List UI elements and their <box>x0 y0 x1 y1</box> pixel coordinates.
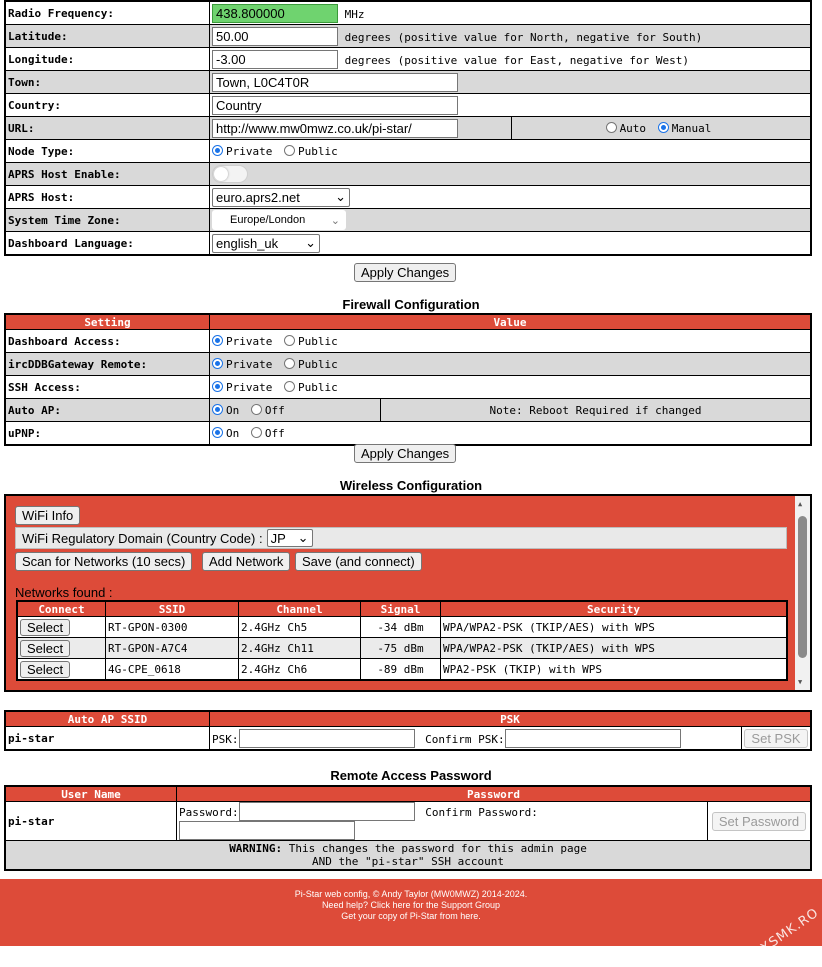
password-input[interactable] <box>239 802 415 821</box>
psk-label: PSK: <box>212 732 239 746</box>
general-config-table <box>4 0 812 256</box>
longitude-label: Longitude: <box>5 48 210 71</box>
channel-cell: 2.4GHz Ch5 <box>239 617 361 638</box>
language-select[interactable] <box>212 234 320 253</box>
wireless-title: Wireless Configuration <box>339 478 483 493</box>
ssh-access-label: SSH Access: <box>5 376 210 399</box>
footer-copyright: Pi-Star web config, © Andy Taylor (MW0MWZ) 2014-2024. <box>294 889 528 899</box>
select-network-button[interactable]: Select <box>20 640 70 657</box>
node-type-private-label: Private <box>226 144 273 158</box>
watermark: XLXSMK.RO <box>742 905 822 967</box>
on-label: On <box>226 403 240 417</box>
table-row <box>17 638 787 659</box>
wifi-info-button[interactable]: WiFi Info <box>15 506 80 525</box>
url-manual-label: Manual <box>671 121 712 135</box>
networks-table <box>16 600 788 681</box>
url-label: URL: <box>5 117 210 140</box>
regdomain-label: WiFi Regulatory Domain (Country Code) : <box>22 530 263 546</box>
radio-frequency-input[interactable] <box>212 4 338 23</box>
channel-cell: 2.4GHz Ch11 <box>239 638 361 659</box>
ssid-cell: 4G-CPE_0618 <box>106 659 239 681</box>
wireless-scrollbar[interactable] <box>795 496 810 690</box>
security-cell: WPA/WPA2-PSK (TKIP/AES) with WPS <box>441 638 788 659</box>
warning-label: WARNING: <box>229 842 283 855</box>
node-type-label: Node Type: <box>5 140 210 163</box>
save-connect-button[interactable]: Save (and connect) <box>295 552 422 571</box>
country-input[interactable] <box>212 96 458 115</box>
password-label: Password: <box>179 806 239 819</box>
chevron-down-icon: ⌄ <box>335 189 346 204</box>
node-type-private-radio[interactable] <box>212 145 223 156</box>
scan-networks-button[interactable]: Scan for Networks (10 secs) <box>15 552 192 571</box>
table-row <box>17 659 787 681</box>
regdomain-select[interactable] <box>267 529 313 547</box>
set-password-button[interactable]: Set Password <box>712 812 806 831</box>
select-network-button[interactable]: Select <box>20 619 70 636</box>
aprs-enable-toggle[interactable] <box>212 165 248 183</box>
footer-download-link[interactable]: Get your copy of Pi-Star from here. <box>341 911 481 921</box>
aprs-host-value: euro.aprs2.net <box>216 189 300 205</box>
col-psk: PSK <box>210 711 812 727</box>
dashboard-access-label: Dashboard Access: <box>5 330 210 353</box>
ssh-public-radio[interactable] <box>284 381 295 392</box>
security-cell: WPA/WPA2-PSK (TKIP/AES) with WPS <box>441 617 788 638</box>
aprs-host-label: APRS Host: <box>5 186 210 209</box>
private-label: Private <box>226 380 273 394</box>
security-cell: WPA2-PSK (TKIP) with WPS <box>441 659 788 681</box>
warning-line1: This changes the password for this admin page <box>288 842 587 855</box>
auto-ap-note: Note: Reboot Required if changed <box>381 399 812 422</box>
ssid-cell: RT-GPON-A7C4 <box>106 638 239 659</box>
auto-ap-psk-table <box>4 710 812 751</box>
auto-ap-label: Auto AP: <box>5 399 210 422</box>
time-zone-select[interactable] <box>212 210 346 230</box>
col-signal: Signal <box>361 601 441 617</box>
url-input[interactable] <box>212 119 458 138</box>
upnp-label: uPNP: <box>5 422 210 446</box>
apply-changes-button[interactable]: Apply Changes <box>354 263 456 282</box>
col-user-name: User Name <box>5 786 177 802</box>
firewall-col-value: Value <box>210 314 812 330</box>
firewall-table <box>4 313 812 446</box>
confirm-psk-label: Confirm PSK: <box>425 732 505 746</box>
footer <box>0 879 822 967</box>
radio-frequency-label: Radio Frequency: <box>5 1 210 25</box>
ircddb-public-radio[interactable] <box>284 358 295 369</box>
footer-support-link[interactable]: Need help? Click here for the Support Group <box>321 900 501 910</box>
table-row <box>17 617 787 638</box>
col-ssid: SSID <box>106 601 239 617</box>
time-zone-value: Europe/London <box>230 214 306 226</box>
scrollbar-thumb[interactable] <box>798 516 807 658</box>
upnp-off-radio[interactable] <box>251 427 262 438</box>
remote-access-table <box>4 785 812 871</box>
node-type-public-radio[interactable] <box>284 145 295 156</box>
remote-access-title: Remote Access Password <box>330 768 492 783</box>
latitude-input[interactable] <box>212 27 338 46</box>
signal-cell: -34 dBm <box>361 617 441 638</box>
off-label: Off <box>264 426 285 440</box>
regdomain-row <box>15 527 787 549</box>
psk-input[interactable] <box>239 729 415 748</box>
col-password: Password <box>177 786 812 802</box>
town-label: Town: <box>5 71 210 94</box>
url-auto-radio[interactable] <box>606 122 617 133</box>
node-type-public-label: Public <box>297 144 338 158</box>
auto-ap-ssid-value: pi-star <box>5 727 210 751</box>
password-warning <box>5 841 811 871</box>
confirm-password-input[interactable] <box>179 821 355 840</box>
frequency-unit: MHz <box>344 7 365 21</box>
latitude-label: Latitude: <box>5 25 210 48</box>
channel-cell: 2.4GHz Ch6 <box>239 659 361 681</box>
firewall-apply-button[interactable]: Apply Changes <box>354 444 456 463</box>
aprs-enable-label: APRS Host Enable: <box>5 163 210 186</box>
chevron-down-icon: ⌄ <box>305 235 316 250</box>
town-input[interactable] <box>212 73 458 92</box>
ircddb-remote-label: ircDDBGateway Remote: <box>5 353 210 376</box>
aprs-host-select[interactable] <box>212 188 350 207</box>
col-connect: Connect <box>17 601 106 617</box>
col-auto-ap-ssid: Auto AP SSID <box>5 711 210 727</box>
ssid-cell: RT-GPON-0300 <box>106 617 239 638</box>
public-label: Public <box>297 334 338 348</box>
scroll-down-icon[interactable]: ▼ <box>798 678 803 686</box>
off-label: Off <box>264 403 285 417</box>
col-channel: Channel <box>239 601 361 617</box>
regdomain-value: JP <box>270 530 286 546</box>
auto-ap-off-radio[interactable] <box>251 404 262 415</box>
private-label: Private <box>226 334 273 348</box>
confirm-password-label: Confirm Password: <box>425 806 538 819</box>
public-label: Public <box>297 357 338 371</box>
firewall-col-setting: Setting <box>5 314 210 330</box>
chevron-down-icon: ⌄ <box>297 530 309 545</box>
set-psk-button[interactable]: Set PSK <box>744 729 807 748</box>
language-value: english_uk <box>216 235 279 251</box>
longitude-hint: degrees (positive value for East, negative for West) <box>344 53 689 67</box>
signal-cell: -89 dBm <box>361 659 441 681</box>
language-label: Dashboard Language: <box>5 232 210 256</box>
url-auto-label: Auto <box>619 121 647 135</box>
wireless-panel <box>4 494 812 692</box>
col-security: Security <box>441 601 788 617</box>
latitude-hint: degrees (positive value for North, negative for South) <box>344 30 703 44</box>
public-label: Public <box>297 380 338 394</box>
chevron-down-icon: ⌄ <box>330 214 340 227</box>
longitude-input[interactable] <box>212 50 338 69</box>
dashboard-private-radio[interactable] <box>212 335 223 346</box>
signal-cell: -75 dBm <box>361 638 441 659</box>
time-zone-label: System Time Zone: <box>5 209 210 232</box>
networks-found-label: Networks found : <box>15 585 113 600</box>
on-label: On <box>226 426 240 440</box>
country-label: Country: <box>5 94 210 117</box>
ssh-private-radio[interactable] <box>212 381 223 392</box>
toggle-knob <box>214 167 228 181</box>
warning-line2: AND the "pi-star" SSH account <box>311 855 505 868</box>
upnp-on-radio[interactable] <box>212 427 223 438</box>
user-name-value: pi-star <box>5 802 177 841</box>
select-network-button[interactable]: Select <box>20 661 70 678</box>
scroll-up-icon[interactable]: ▲ <box>798 500 803 508</box>
auto-ap-on-radio[interactable] <box>212 404 223 415</box>
firewall-title: Firewall Configuration <box>342 297 480 312</box>
url-manual-radio[interactable] <box>658 122 669 133</box>
dashboard-public-radio[interactable] <box>284 335 295 346</box>
confirm-psk-input[interactable] <box>505 729 681 748</box>
private-label: Private <box>226 357 273 371</box>
add-network-button[interactable]: Add Network <box>202 552 290 571</box>
ircddb-private-radio[interactable] <box>212 358 223 369</box>
